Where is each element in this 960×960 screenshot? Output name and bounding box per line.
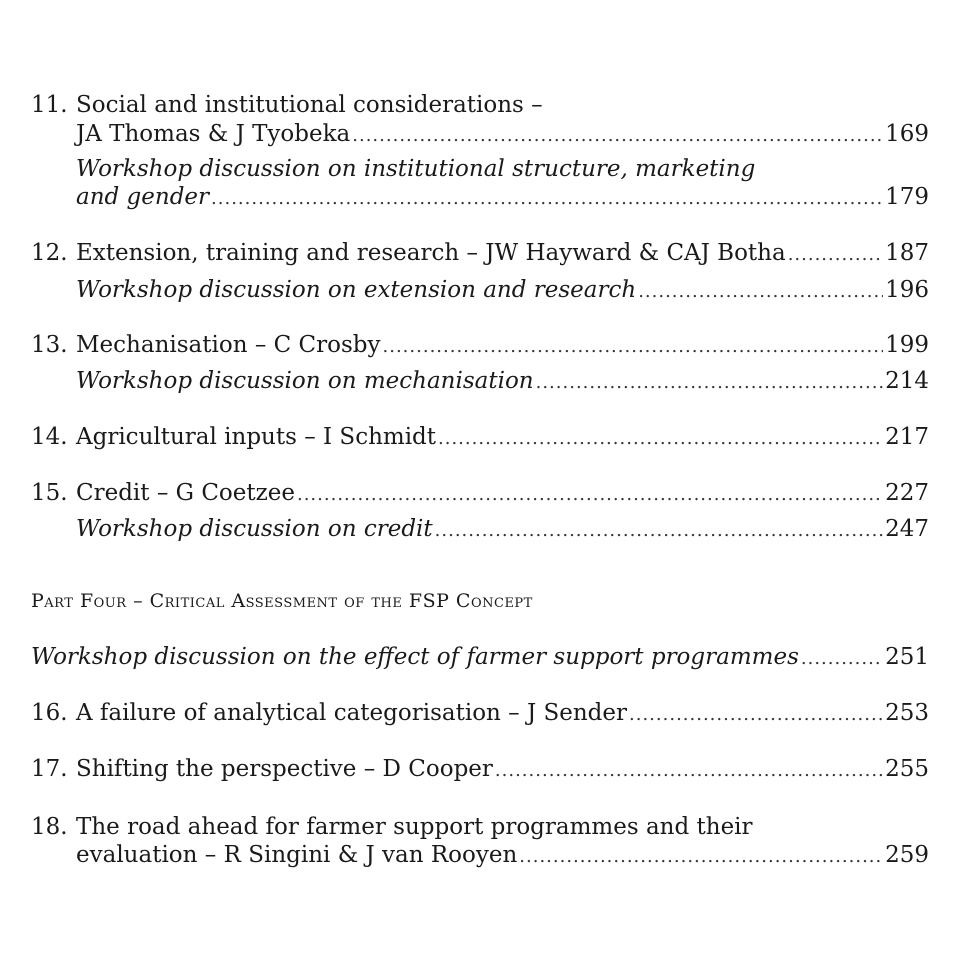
chapter-title: Agricultural inputs – I Schmidt	[76, 424, 437, 450]
leader-dots	[435, 516, 883, 546]
page-number: 259	[885, 842, 929, 868]
chapter-title: Mechanisation – C Crosby	[76, 332, 381, 358]
page-number: 247	[885, 516, 929, 542]
discussion-title: Workshop discussion on extension and research	[76, 277, 637, 303]
page-number: 196	[885, 277, 929, 303]
leader-dots	[788, 240, 883, 270]
page-number: 199	[885, 332, 929, 358]
leader-dots	[438, 424, 883, 454]
chapter-number: 12.	[31, 240, 68, 266]
page-number: 217	[885, 424, 929, 450]
chapter-title: A failure of analytical categorisation – J Sender	[76, 700, 628, 726]
toc-entry-18-line2	[0, 840, 960, 870]
leader-dots	[638, 277, 883, 307]
toc-discussion-11-line2	[0, 182, 960, 212]
chapter-number: 17.	[31, 756, 68, 782]
toc-entry-13	[0, 330, 960, 360]
part-heading	[31, 588, 533, 614]
toc-discussion-13	[0, 366, 960, 396]
discussion-title-line1: Workshop discussion on institutional structure, marketing	[76, 156, 756, 182]
toc-discussion-part-four	[0, 642, 960, 672]
toc-discussion-11-line1	[0, 154, 960, 184]
chapter-title-line2: evaluation – R Singini & J van Rooyen	[76, 842, 518, 868]
leader-dots	[352, 121, 883, 151]
chapter-number: 15.	[31, 480, 68, 506]
page-number: 251	[885, 644, 929, 670]
chapter-title-line1: The road ahead for farmer support programmes and their	[76, 814, 753, 840]
toc-entry-14	[0, 422, 960, 452]
toc-entry-11-line2	[0, 119, 960, 149]
part-heading-text: Part Four – Critical Assessment of the FSP Concept	[31, 590, 533, 612]
toc-entry-18-line1	[0, 812, 960, 842]
page-number: 179	[885, 184, 929, 210]
discussion-title: Workshop discussion on credit	[76, 516, 433, 542]
page-number: 187	[885, 240, 929, 266]
leader-dots	[801, 644, 883, 674]
chapter-number: 13.	[31, 332, 68, 358]
chapter-title: Credit – G Coetzee	[76, 480, 295, 506]
discussion-title: Workshop discussion on the effect of farmer support programmes	[31, 644, 799, 670]
chapter-number: 18.	[31, 814, 68, 840]
toc-entry-11-line1	[0, 90, 960, 120]
toc-entry-17	[0, 754, 960, 784]
page-number: 214	[885, 368, 929, 394]
page-number: 253	[885, 700, 929, 726]
chapter-title: Extension, training and research – JW Hayward & CAJ Botha	[76, 240, 786, 266]
chapter-title-line2: JA Thomas & J Tyobeka	[76, 121, 351, 147]
leader-dots	[297, 480, 883, 510]
toc-discussion-15	[0, 514, 960, 544]
leader-dots	[629, 700, 883, 730]
leader-dots	[495, 756, 883, 786]
chapter-number: 11.	[31, 92, 68, 118]
toc-entry-12	[0, 238, 960, 268]
page-number: 227	[885, 480, 929, 506]
toc-entry-15	[0, 478, 960, 508]
leader-dots	[536, 368, 883, 398]
discussion-title: Workshop discussion on mechanisation	[76, 368, 534, 394]
page-number: 255	[885, 756, 929, 782]
leader-dots	[383, 332, 884, 362]
toc-discussion-12	[0, 275, 960, 305]
chapter-title-line1: Social and institutional considerations –	[76, 92, 543, 118]
discussion-title-line2: and gender	[76, 184, 210, 210]
chapter-number: 14.	[31, 424, 68, 450]
chapter-number: 16.	[31, 700, 68, 726]
leader-dots	[211, 184, 883, 214]
page-number: 169	[885, 121, 929, 147]
chapter-title: Shifting the perspective – D Cooper	[76, 756, 493, 782]
toc-entry-16	[0, 698, 960, 728]
leader-dots	[519, 842, 883, 872]
